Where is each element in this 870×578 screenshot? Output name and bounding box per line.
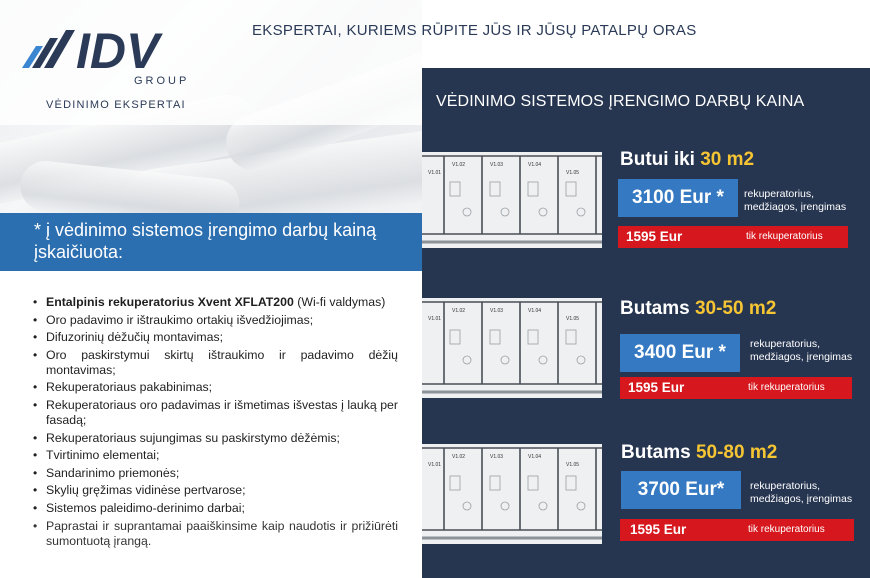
plan-label: V1.03: [490, 162, 504, 168]
package-title: Butams 30-50 m2: [620, 298, 777, 319]
package-price: 3100 Eur *: [618, 179, 738, 217]
list-item: • Rekuperatoriaus sujungimas su paskirstymo dėžėmis;: [30, 431, 398, 446]
list-item: • Oro paskirstymui skirtų ištraukimo ir padavimo dėžių montavimas;: [30, 348, 398, 378]
brand-subtitle: VĖDINIMO EKSPERTAI: [46, 99, 186, 111]
plan-label: V1.04: [528, 162, 542, 168]
package-price-note: rekuperatorius, medžiagos, įrengimas: [750, 338, 853, 363]
included-items-list: [30, 295, 398, 551]
pricing-panel: [422, 68, 870, 578]
rekuperator-only-price: 1595 Eur tik rekuperatorius: [618, 226, 848, 248]
list-item: • Sandarinimo priemonės;: [30, 466, 398, 481]
list-item: • Tvirtinimo elementai;: [30, 448, 398, 463]
plan-label: V1.03: [490, 454, 504, 460]
plan-label: V1.04: [528, 454, 542, 460]
included-banner-text: * į vėdinimo sistemos įrengimo darbų kainą įskaičiuota:: [34, 220, 377, 262]
logo-text: IDV: [76, 23, 160, 79]
list-item: • Oro padavimo ir ištraukimo ortakių išvedžiojimas;: [30, 313, 398, 328]
package-price-note: rekuperatorius, medžiagos, įrengimas: [744, 188, 847, 213]
package-title: Butams 50-80 m2: [621, 442, 778, 463]
list-item: • Difuzorinių dėžučių montavimas;: [30, 330, 398, 345]
plan-label: V1.01: [428, 316, 442, 322]
floor-plan-image: [422, 152, 602, 248]
plan-label: V1.01: [428, 170, 442, 176]
plan-label: V1.05: [566, 462, 580, 468]
header-tagline: EKSPERTAI, KURIEMS RŪPITE JŪS IR JŪSŲ PATALPŲ ORAS: [252, 22, 697, 39]
pricing-title: VĖDINIMO SISTEMOS ĮRENGIMO DARBŲ KAINA: [436, 93, 805, 110]
package-price: 3400 Eur *: [620, 334, 740, 372]
rekuperator-only-price: 1595 Eur tik rekuperatorius: [620, 519, 854, 541]
package-title: Butui iki 30 m2: [620, 149, 755, 170]
package-price: 3700 Eur*: [621, 471, 741, 509]
plan-label: V1.03: [490, 308, 504, 314]
logo-group-text: GROUP: [134, 75, 190, 87]
floor-plan-image: [422, 444, 602, 544]
idv-logo-mark: [22, 22, 212, 88]
plan-label: V1.04: [528, 308, 542, 314]
plan-label: V1.02: [452, 454, 466, 460]
plan-label: V1.01: [428, 462, 442, 468]
plan-label: V1.02: [452, 308, 466, 314]
idv-logo[interactable]: [22, 22, 212, 88]
list-item: • Entalpinis rekuperatorius Xvent XFLAT200 (Wi-fi valdymas): [30, 295, 398, 310]
list-item: • Sistemos paleidimo-derinimo darbai;: [30, 501, 398, 516]
plan-label: V1.05: [566, 316, 580, 322]
floor-plan-image: [422, 298, 602, 398]
list-item: • Paprastai ir suprantamai paaiškinsime kaip naudotis ir prižiūrėti sumontuotą įrangą.: [30, 519, 398, 549]
package-price-note: rekuperatorius, medžiagos, įrengimas: [750, 480, 853, 505]
list-item: • Rekuperatoriaus oro padavimas ir išmetimas išvestas į lauką per fasadą;: [30, 398, 398, 428]
plan-label: V1.05: [566, 170, 580, 176]
included-banner: [0, 213, 422, 271]
list-item: • Rekuperatoriaus pakabinimas;: [30, 380, 398, 395]
plan-label: V1.02: [452, 162, 466, 168]
list-item: • Skylių gręžimas vidinėse pertvarose;: [30, 483, 398, 498]
rekuperator-only-price: 1595 Eur tik rekuperatorius: [620, 377, 852, 399]
